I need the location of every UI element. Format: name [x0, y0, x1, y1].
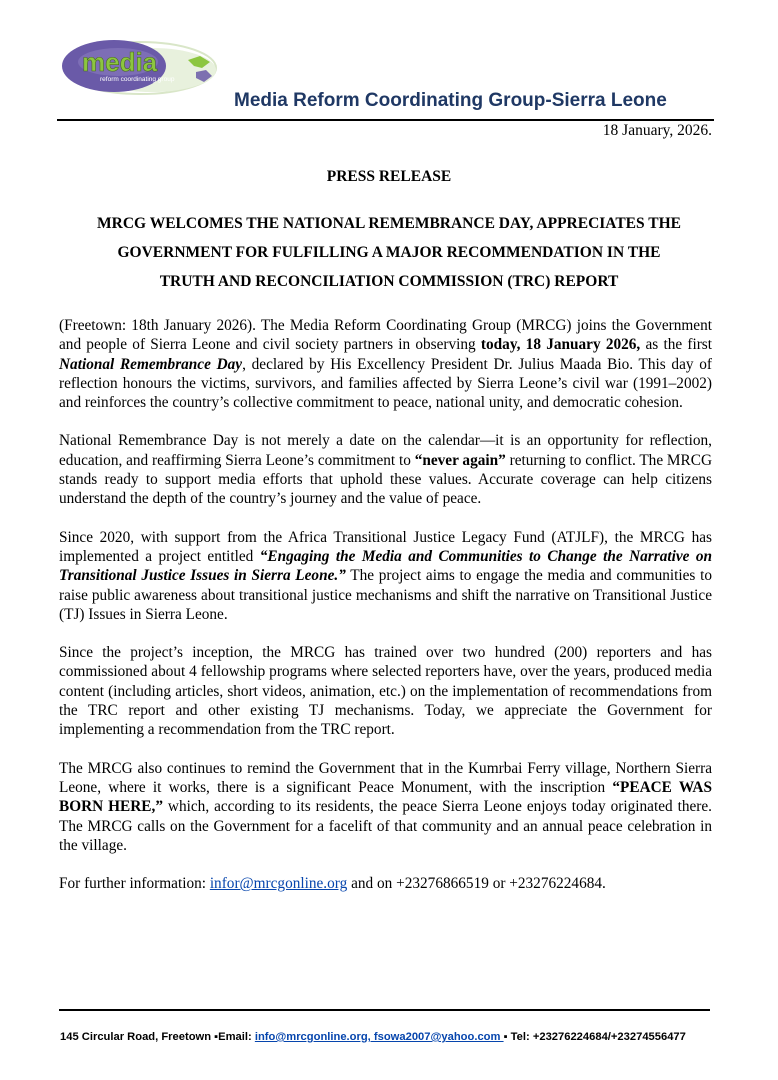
- footer-address: 145 Circular Road, Freetown ▪Email:: [60, 1031, 255, 1043]
- paragraph-intro: [59, 316, 712, 412]
- text-run: National Remembrance Day is not merely a date on the calendar—it is an opportunity for reflection, education, and reaffirming Sierra Leone’s commitment to: [59, 432, 712, 469]
- bold-run: today, 18 January 2026,: [480, 336, 641, 354]
- bold-italic-run: National Remembrance Day: [59, 355, 243, 373]
- footer-telephone: ▪ Tel: +23276224684/+23274556477: [503, 1031, 686, 1043]
- footer-email-links[interactable]: info@mrcgonline.org, fsowa2007@yahoo.com: [254, 1031, 504, 1043]
- logo-wordmark: media: [82, 47, 158, 77]
- paragraph-remembrance: [59, 431, 712, 508]
- text-run: The MRCG also continues to remind the Government that in the Kumrbai Ferry village, Northern Sierra Leone, where it works, there is a significant Peace Monument, with the inscription: [59, 759, 712, 796]
- headline-line: GOVERNMENT FOR FULFILLING A MAJOR RECOMMENDATION IN THE: [117, 244, 661, 261]
- text-run: and on +23276866519 or +23276224684.: [347, 875, 606, 893]
- press-release-body: [59, 316, 712, 912]
- bold-run: “never again”: [414, 451, 506, 469]
- paragraph-training: Since the project’s inception, the MRCG has trained over two hundred (200) reporters and has commissioned about 4 fellowship programs where selected reporters have, over the years, produced media content (including articles, short videos, animation, etc.) on the implementation of recommendations from the TRC report and other existing TJ mechanisms. Today, we appreciate the Government for implementing a recommendation from the TRC report.: [59, 644, 712, 739]
- text-run: which, according to its residents, the peace Sierra Leone enjoys today originated there. The MRCG calls on the Government for a facelift of that community and an annual peace celebration in the village.: [59, 798, 713, 854]
- header-divider: [57, 119, 714, 121]
- project-title: “Engaging the Media and Communities to Change the Narrative on Transitional Justice Issues in Sierra Leone.”: [59, 547, 713, 585]
- press-release-label: PRESS RELEASE: [326, 168, 452, 185]
- paragraph-contact: [59, 874, 712, 893]
- headline-line: MRCG WELCOMES THE NATIONAL REMEMBRANCE DAY, APPRECIATES THE: [97, 215, 681, 232]
- paragraph-project: [59, 528, 712, 624]
- text-run: (Freetown: 18th January 2026). The Media Reform Coordinating Group (MRCG) joins the Government and people of Sierra Leone and civil society partners in observing: [59, 317, 712, 354]
- text-run: as the first: [640, 336, 712, 354]
- text-run: returning to conflict. The MRCG stands ready to support media efforts that uphold these values. Accurate coverage can help citizens understand the depth of the country’s journey and the value of peace.: [59, 451, 712, 508]
- email-link[interactable]: infor@mrcgonline.org: [209, 875, 348, 893]
- organization-name: Media Reform Coordinating Group-Sierra Leone: [234, 90, 667, 111]
- mrcg-logo: [60, 38, 220, 96]
- footer: [60, 1031, 686, 1043]
- footer-divider: [59, 1009, 710, 1011]
- bold-run: “PEACE WAS BORN HERE,”: [59, 778, 712, 816]
- logo-tagline: reform coordinating group: [100, 76, 175, 83]
- headline-line: TRUTH AND RECONCILIATION COMMISSION (TRC) REPORT: [159, 273, 619, 290]
- headline: [60, 209, 718, 296]
- text-run: , declared by His Excellency President Dr. Julius Maada Bio. This day of reflection honours the victims, survivors, and families affected by Sierra Leone’s civil war (1991–2002) and reinforces the country’s collective commitment to peace, national unity, and democratic cohesion.: [59, 355, 712, 412]
- text-run: The project aims to engage the media and communities to raise public awareness about transitional justice mechanisms and shift the narrative on Transitional Justice (TJ) Issues in Sierra Leone.: [59, 567, 712, 623]
- text-run: Since 2020, with support from the Africa Transitional Justice Legacy Fund (ATJLF), the MRCG has implemented a project entitled: [59, 528, 712, 565]
- release-date: 18 January, 2026.: [602, 122, 712, 139]
- text-run: For further information:: [59, 875, 210, 893]
- paragraph-monument: [59, 759, 712, 855]
